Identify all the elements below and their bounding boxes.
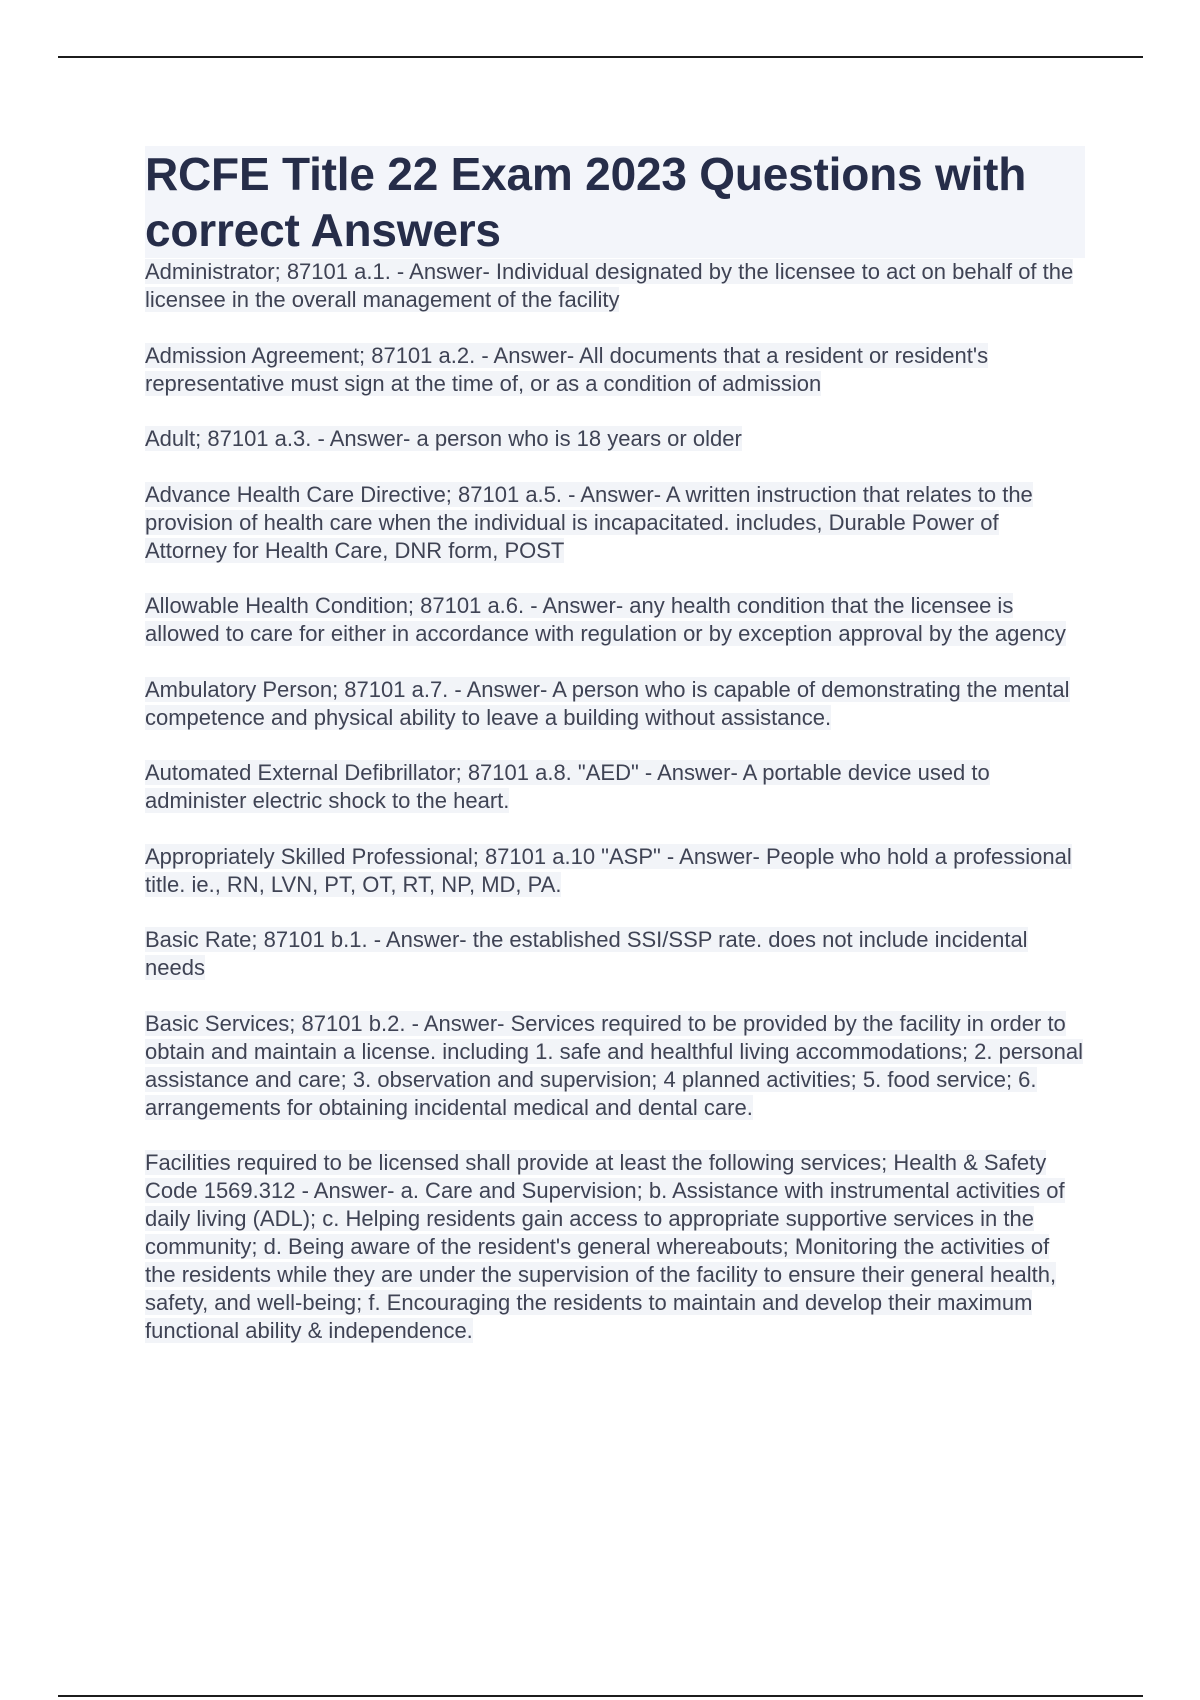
qa-item-basic-rate xyxy=(145,926,1085,982)
qa-item-aed xyxy=(145,759,1085,815)
qa-item-admission-agreement xyxy=(145,342,1085,398)
qa-text: Advance Health Care Directive; 87101 a.5. - Answer- A written instruction that relates to the provision of health care when the individual is incapacitated. includes, Durable Power of Attorney for Health Care, DNR form, POST xyxy=(145,481,1033,563)
qa-item-required-services xyxy=(145,1149,1085,1345)
qa-item-adult xyxy=(145,425,1085,453)
qa-text: Administrator; 87101 a.1. - Answer- Individual designated by the licensee to act on behalf of the licensee in the overall management of the facility xyxy=(145,259,1074,312)
qa-text: Automated External Defibrillator; 87101 a.8. "AED" - Answer- A portable device used to administer electric shock to the heart. xyxy=(145,760,990,813)
qa-text: Adult; 87101 a.3. - Answer- a person who is 18 years or older xyxy=(145,426,742,451)
qa-item-asp xyxy=(145,843,1085,899)
qa-item-administrator xyxy=(145,258,1085,314)
qa-item-advance-directive xyxy=(145,481,1085,565)
qa-text: Basic Rate; 87101 b.1. - Answer- the established SSI/SSP rate. does not include incidental needs xyxy=(145,927,1028,980)
qa-text: Admission Agreement; 87101 a.2. - Answer- All documents that a resident or resident's representative must sign at the time of, or as a condition of admission xyxy=(145,342,989,396)
qa-text: Ambulatory Person; 87101 a.7. - Answer- A person who is capable of demonstrating the mental competence and physical ability to leave a building without assistance. xyxy=(145,676,1070,730)
qa-item-basic-services xyxy=(145,1010,1085,1122)
qa-item-ambulatory-person xyxy=(145,676,1085,732)
bottom-divider xyxy=(58,1695,1143,1697)
page-title: RCFE Title 22 Exam 2023 Questions with correct Answers xyxy=(145,146,1085,258)
document-body xyxy=(145,146,1085,1373)
qa-text: Basic Services; 87101 b.2. - Answer- Services required to be provided by the facility in order to obtain and maintain a license. including 1. safe and healthful living accommodations; 2. personal assistance and care; 3. observation and supervision; 4 planned activities; 5. food service; 6. arrangements for obtaining incidental medical and dental care. xyxy=(145,1010,1084,1120)
qa-item-allowable-condition xyxy=(145,592,1085,648)
qa-text: Appropriately Skilled Professional; 87101 a.10 "ASP" - Answer- People who hold a professional title. ie., RN, LVN, PT, OT, RT, NP, MD, PA. xyxy=(145,843,1072,897)
qa-text: Facilities required to be licensed shall provide at least the following services; Health & Safety Code 1569.312 - Answer- a. Care and Supervision; b. Assistance with instrumental activities of daily living (ADL); c. Helping residents gain access to appropriate supportive services in the community; d. Being aware of the resident's general whereabouts; Monitoring the activities of the residents while they are under the supervision of the facility to ensure their general health, safety, and well-being; f. Encouraging the residents to maintain and develop their maximum functional ability & independence. xyxy=(145,1150,1065,1343)
qa-text: Allowable Health Condition; 87101 a.6. - Answer- any health condition that the licensee is allowed to care for either in accordance with regulation or by exception approval by the agency xyxy=(145,593,1066,646)
qa-list xyxy=(145,258,1085,1345)
top-divider xyxy=(58,56,1143,58)
